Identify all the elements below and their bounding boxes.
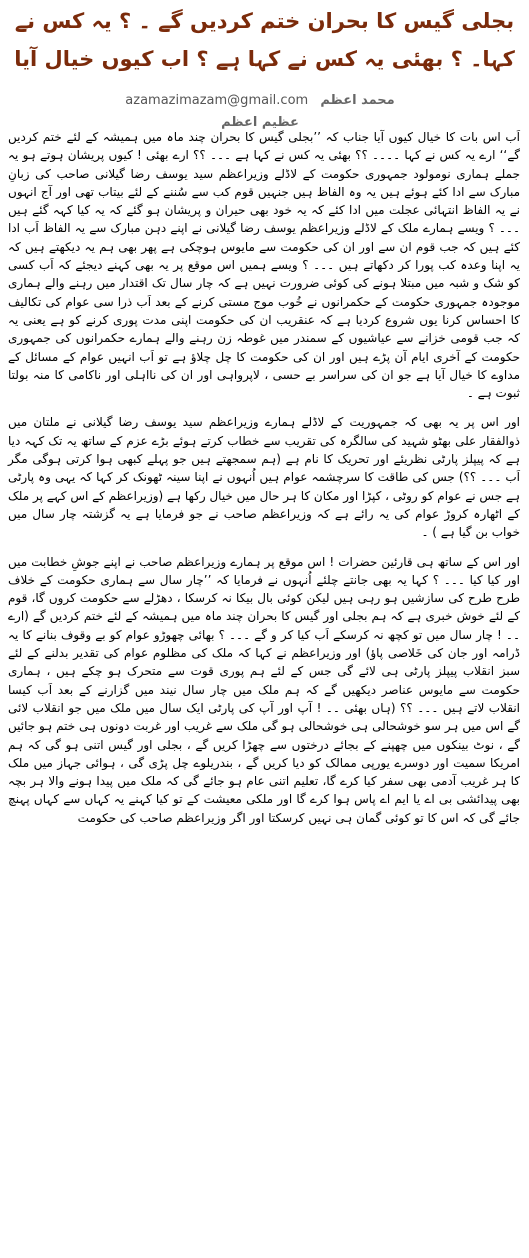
article-body	[8, 128, 520, 838]
article-paragraph: اور اس پر یہ بھی کہ جمہوریت کے لاڈلے ہمارے وزیراعظم سید یوسف رضا گیلانی نے ملتان میں ذوالفقار علی بھٹو شہید کی سالگرہ کی تقریب سے خطاب کرتے ہوئے بڑے عزم کے ساتھ یہ تک کہہ دیا ہے کہ پیپلز پارٹی نظریئے اور تحریک کا نام ہے (ہم سمجھتے ہیں جو پہلے کبھی ہوا کرتی ہوگی مگر اَب ۔۔۔ ؟؟) جس کی طاقت کا سرچشمہ عوام ہیں اُنہوں نے اپنا سینہ ٹھونک کر کہا کہ یہی وہ پارٹی ہے جس نے عوام کو روٹی ، کپڑا اور مکان کا ہر حال میں خیال رکھا ہے (وزیراعظم کے اس کہے پر ملک کے اٹھارہ کروڑ عوام کی یہ رائے ہے کہ وزیراعظم صاحب نے جو فرمایا ہے یہ گزشتہ چار سال میں خواب بن گیا ہے ) ۔	[8, 415, 520, 540]
article-paragraph: اور اس کے ساتھ ہی قارئین حضرات ! اس موقع پر ہمارے وزیراعظم صاحب نے اپنے جوشِ خطابت میں اور کیا کیا ۔۔۔ ؟ کہا یہ بھی جانتے چلئے اُنہوں نے فرمایا کہ ’’چار سال سے ہماری حکومت کے خلاف طرح طرح کی سازشیں ہو رہی ہیں لیکن کوئی بال بیکا نہ کرسکا ، دھڑلے سے حکومت کروں گا، قوم کے لئے خوش خبری ہے کہ ہم بجلی اور گیس کا بحران چند ماہ میں ہمیشہ کے لئے ختم کردیں گے (ارے ۔۔ ! چار سال میں تو کچھ نہ کرسکے اَب کیا کر و گے ۔۔۔ ؟ بھائی چھوڑو عوام کو بے وقوف بنانے کا یہ ڈرامہ اور جان کی خَلاصی پاؤ) اور وزیراعظم نے کہا کہ ملک کی مظلوم عوام کی تقدیر بدلنے کے لئے سبز انقلاب پیپلز پارٹی ہی لائے گی جس کے لئے ہم پوری قوت سے متحرک ہو چکے ہیں ، ہماری حکومت سے مایوس عناصر دیکھیں گے کہ ہم ملک میں چار سال نیند میں گزارنے کے بعد اَب کیسا انقلاب لاتے ہیں ۔۔۔ ؟؟ (ہاں بھئی ۔۔ ! آپ اور آپ کی پارٹی ایک سال میں ملک میں جو انقلاب لائی گے اس میں ہر سو خوشحالی ہی خوشحالی ہو گی ملک سے غریب اور غربت دونوں ہی ختم ہو جائیں گے ، نوٹ بینکوں میں چھپنے کے بجائے درختوں سے چھڑا کریں گے ، بجلی اور گیس اتنی ہو گی کہ ہم امریکا سمیت اور دوسرے یورپی ممالک کو دیا کریں گے ، بندریلوے چل پڑی گی ، ہوائی جہاز میں ملک کا ہر غریب آدمی بھی سفر کیا کرے گا، تعلیم اتنی عام ہو جائے گی کہ ملک میں پیدا ہونے والا ہر بچہ بھی پیدائشی بی اے یا ایم اے پاس ہوا کرے گا اور ملکی معیشت کے تو کیا کہنے یہ کہاں سے کہاں پہنچ جائے گی کہ اس کا تو کوئی گمان ہی نہیں کرسکتا اور اگر وزیراعظم صاحب کی حکومت	[8, 554, 520, 825]
byline	[110, 90, 410, 130]
author-name: محمد اعظم عظیم اعظم	[221, 93, 395, 130]
article-title: بجلی گیس کا بحران ختم کردیں گے ۔ ؟ یہ کس نے کہا۔ ؟ بھئی یہ کس نے کہا ہے ؟ اب کیوں خیال آیا	[14, 9, 515, 71]
article-paragraph: اَب اس بات کا خیال کیوں آیا جناب کہ ’’بجلی گیس کا بحران چند ماہ میں ہمیشہ کے لئے ختم کردیں گے‘‘ ارے یہ کس نے کہا ۔۔۔۔ ؟؟ بھئی یہ کس نے کہا ہے ۔۔۔ ؟؟ ارے بھئی ! کیوں پریشان ہوتے ہو یہ جملے ہماری نومولود جمہوری حکومت کے لاڈلے وزیراعظم سید یوسف رضا گیلانی صاحب کی زبانِ مبارک سے ادا کئے ہوئے ہیں یہ وہ الفاظ ہیں جنہیں قوم کب سے سُننے کے لئے بیتاب تھی اور آج انہوں نے یہ الفاظ انتہائی عجلت میں ادا کئے کہ یہ خود بھی حیران و پریشان ہو گئے کہ یہ کیا کہہ گئے ہیں ۔۔۔ ؟ ویسے ہمارے ملک کے لاڈلے وزیراعظم یوسف رضا گیلانی نے اپنے دہن مبارک سے یہ الفاظ اَب ادا کئے ہیں کہ جب قوم ان سے اور ان کی حکومت سے مایوس ہوچکی ہے پھر بھی ہم یہ دیکھتے ہیں کہ یہ اپنا وعدہ کب پورا کر دکھاتے ہیں ۔۔۔ ؟ ویسے ہمیں اس موقع پر یہ بھی کہنے دیجئے کہ اَب کسی کو شک و شبہ میں مبتلا ہونے کی کوئی ضرورت نہیں ہے کہ چار سال تک اقتدار میں رہنے والے ہماری موجودہ جمہوری حکومت کے حکمرانوں نے خُوب موج مستی کرنے کے بعد اَب ذرا سی عوام کی تکالیف کا احساس کرنا یوں شروع کردیا ہے کہ عنقریب ان کی حکومت اپنی مدت پوری کرنے کو ہے یعنی یہ کہ جب قومی خزانے سے عیاشیوں کے سمندر میں غوطہ زن رہنے والے ہمارے حکمرانوں کی جمہوری حکومت کے آخری ایام آن پڑے ہیں اور ان کی حکومت کا چل چلاؤ ہے تو اَب انہیں عوام کے مسائل کے مداوے کا خیال آیا ہے جو ان کی سراسر بے حسی ، لاپرواہی اور ان کی نااہلی اور ناکامی کا منہ بولتا ثبوت ہے ۔	[8, 130, 520, 401]
author-email: azamazimazam@gmail.com	[125, 93, 309, 108]
